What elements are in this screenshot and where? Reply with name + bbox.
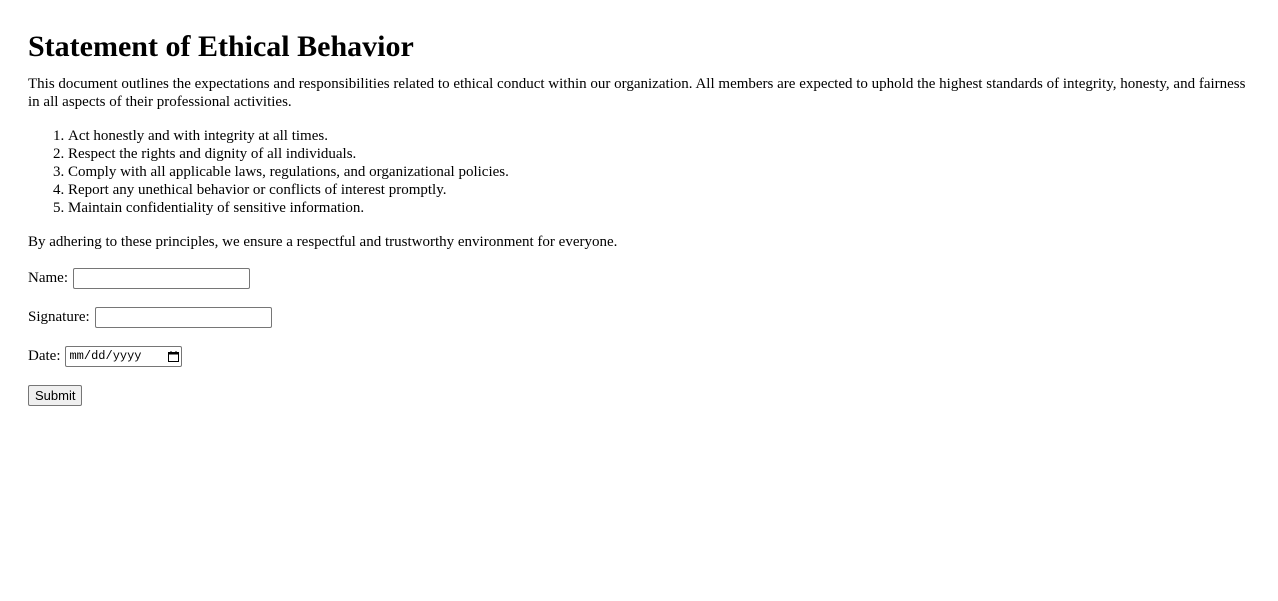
page-title: Statement of Ethical Behavior bbox=[28, 30, 414, 63]
list-item: 4. Report any unethical behavior or conflicts of interest promptly. bbox=[68, 181, 1250, 199]
list-item: 1. Act honestly and with integrity at all times. bbox=[68, 127, 1250, 145]
name-row bbox=[28, 267, 1250, 289]
name-input[interactable] bbox=[73, 268, 250, 289]
date-placeholder: mm/dd/yyyy bbox=[69, 349, 142, 363]
date-row bbox=[28, 345, 1250, 367]
signature-form bbox=[28, 267, 1250, 406]
list-item: 5. Maintain confidentiality of sensitive information. bbox=[68, 199, 1250, 217]
signature-row bbox=[28, 306, 1250, 328]
list-item: 2. Respect the rights and dignity of all individuals. bbox=[68, 145, 1250, 163]
signature-label: Signature: bbox=[28, 308, 90, 325]
closing-paragraph: By adhering to these principles, we ensure a respectful and trustworthy environment for everyone. bbox=[28, 234, 618, 250]
principles-list bbox=[28, 127, 1250, 217]
intro-paragraph: This document outlines the expectations and responsibilities related to ethical conduct within our organization. All members are expected to uphold the highest standards of integrity, honesty, and fairness in all aspects of their professional activities. bbox=[28, 76, 1246, 110]
date-label: Date: bbox=[28, 347, 61, 364]
list-item: 3. Comply with all applicable laws, regulations, and organizational policies. bbox=[68, 163, 1250, 181]
submit-row bbox=[28, 384, 1250, 406]
name-label: Name: bbox=[28, 269, 68, 286]
calendar-icon[interactable] bbox=[168, 351, 179, 362]
submit-button[interactable]: Submit bbox=[28, 385, 82, 406]
date-input[interactable] bbox=[65, 346, 182, 367]
signature-input[interactable] bbox=[95, 307, 272, 328]
